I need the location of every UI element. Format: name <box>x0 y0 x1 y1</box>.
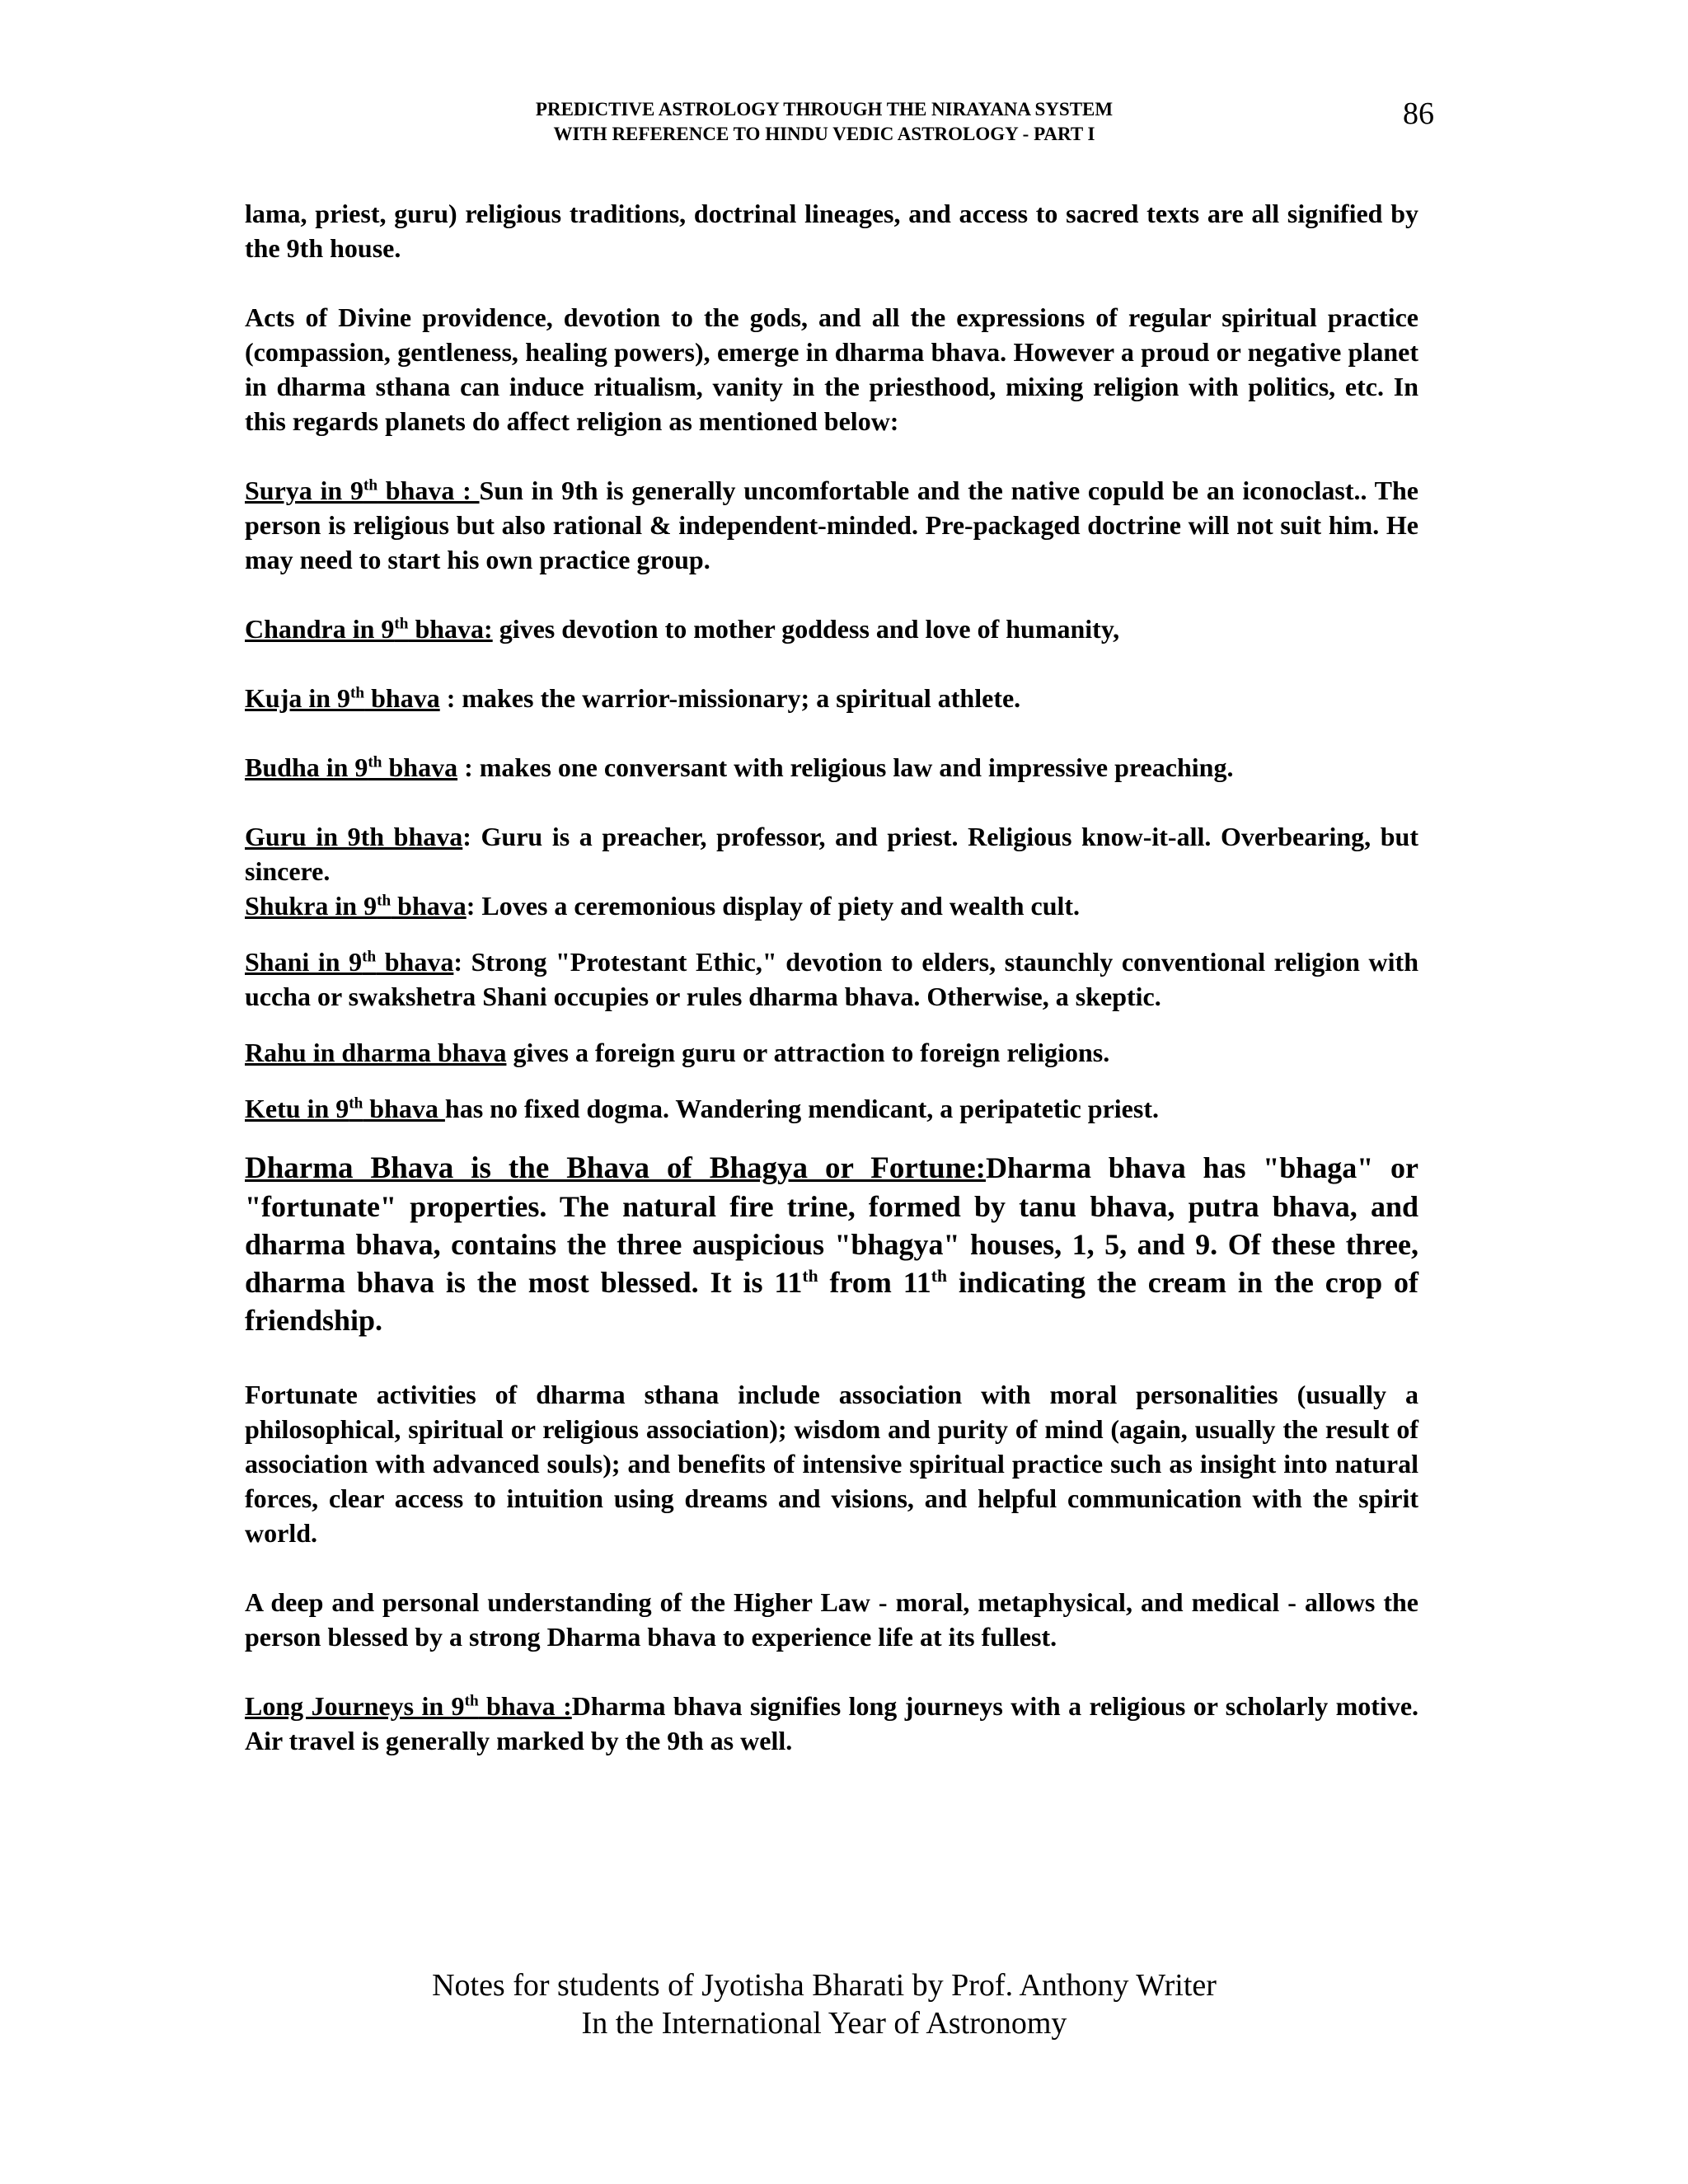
paragraph-kuja <box>245 681 1418 715</box>
surya-text: Sun in 9th is generally uncomfortable and the native copuld be an iconoclast.. The person is religious but also rational & independent-minded. Pre-packaged doctrine will not suit him. He may need to start his own practice group. <box>245 476 1419 574</box>
paragraph-fortunate-activities: Fortunate activities of dharma sthana include association with moral personalities (usually a philosophical, spiritual or religious association); wisdom and purity of mind (again, usually the result of association with advanced souls); and benefits of intensive spiritual practice such as insight into natural forces, clear access to intuition using dreams and visions, and helpful communication with the spirit world. <box>245 1380 1418 1548</box>
chandra-text: gives devotion to mother goddess and love of humanity, <box>492 614 1120 644</box>
page-footer <box>330 1966 1319 2042</box>
paragraph-shani <box>245 944 1418 1014</box>
surya-heading: Surya in 9th bhava : <box>245 476 480 505</box>
footer-line-2: In the International Year of Astronomy <box>581 2006 1067 2041</box>
paragraph-surya <box>245 473 1418 577</box>
guru-text: : Guru is a preacher, professor, and priest. Religious know-it-all. Overbearing, but sincere. <box>245 822 1418 886</box>
paragraph-long-journeys <box>245 1689 1418 1758</box>
ketu-text: has no fixed dogma. Wandering mendicant, a peripatetic priest. <box>444 1094 1159 1123</box>
running-header <box>330 97 1319 147</box>
header-line-1: PREDICTIVE ASTROLOGY THROUGH THE NIRAYANA SYSTEM <box>535 99 1114 120</box>
journeys-text: Dharma bhava signifies long journeys with a religious or scholarly motive. Air travel is generally marked by the 9th as well. <box>245 1691 1419 1755</box>
paragraph-guru <box>245 819 1418 888</box>
paragraph-shukra <box>245 888 1418 923</box>
guru-heading: Guru in 9th bhava <box>245 822 463 851</box>
paragraph-dharma-bhagya: Dharma Bhava is the Bhava of Bhagya or Fortune:Dharma bhava has "bhaga" or "fortunate" properties. The natural fire trine, formed by tanu bhava, putra bhava, and dharma bhava, contains the three auspicious "bhagya" houses, 1, 5, and 9. Of these three, dharma bhava is the most blessed. It is 11th from 11th indicating the cream in the crop of friendship. <box>245 1151 1418 1337</box>
page-number: 86 <box>1403 96 1434 131</box>
paragraph-chandra <box>245 612 1418 646</box>
rahu-text: gives a foreign guru or attraction to foreign religions. <box>506 1038 1110 1067</box>
journeys-heading: Long Journeys in 9th bhava : <box>245 1691 572 1721</box>
kuja-heading: Kuja in 9th bhava <box>245 683 440 713</box>
paragraph-religious-traditions: lama, priest, guru) religious traditions, doctrinal lineages, and access to sacred texts are all signified by the 9th house. <box>245 199 1418 263</box>
rahu-heading: Rahu in dharma bhava <box>245 1038 507 1067</box>
kuja-text: : makes the warrior-missionary; a spiritual athlete. <box>439 683 1021 713</box>
budha-text: : makes one conversant with religious law and impressive preaching. <box>457 752 1234 782</box>
body-text <box>245 196 1418 1758</box>
shani-text: : Strong "Protestant Ethic," devotion to elders, staunchly conventional religion with uccha or swakshetra Shani occupies or rules dharma bhava. Otherwise, a skeptic. <box>245 947 1419 1011</box>
paragraph-higher-law: A deep and personal understanding of the Higher Law - moral, metaphysical, and medical - allows the person blessed by a strong Dharma bhava to experience life at its fullest. <box>245 1587 1418 1652</box>
chandra-heading: Chandra in 9th bhava: <box>245 614 493 644</box>
paragraph-budha <box>245 750 1418 785</box>
header-line-2: WITH REFERENCE TO HINDU VEDIC ASTROLOGY - PART I <box>553 124 1095 144</box>
ketu-heading: Ketu in 9th bhava <box>245 1094 445 1123</box>
budha-heading: Budha in 9th bhava <box>245 752 458 782</box>
shukra-text: : Loves a ceremonious display of piety and wealth cult. <box>466 891 1081 921</box>
paragraph-rahu <box>245 1035 1418 1070</box>
paragraph-divine-providence: Acts of Divine providence, devotion to the gods, and all the expressions of regular spiritual practice (compassion, gentleness, healing powers), emerge in dharma bhava. However a proud or negative planet in dharma sthana can induce ritualism, vanity in the priesthood, mixing religion with politics, etc. In this regards planets do affect religion as mentioned below: <box>245 302 1418 436</box>
paragraph-ketu <box>245 1091 1418 1126</box>
shani-heading: Shani in 9th bhava <box>245 947 454 977</box>
footer-line-1: Notes for students of Jyotisha Bharati by Prof. Anthony Writer <box>432 1968 1217 2003</box>
shukra-heading: Shukra in 9th bhava <box>245 891 467 921</box>
dharma-heading: Dharma Bhava is the Bhava of Bhagya or Fortune: <box>245 1151 986 1185</box>
